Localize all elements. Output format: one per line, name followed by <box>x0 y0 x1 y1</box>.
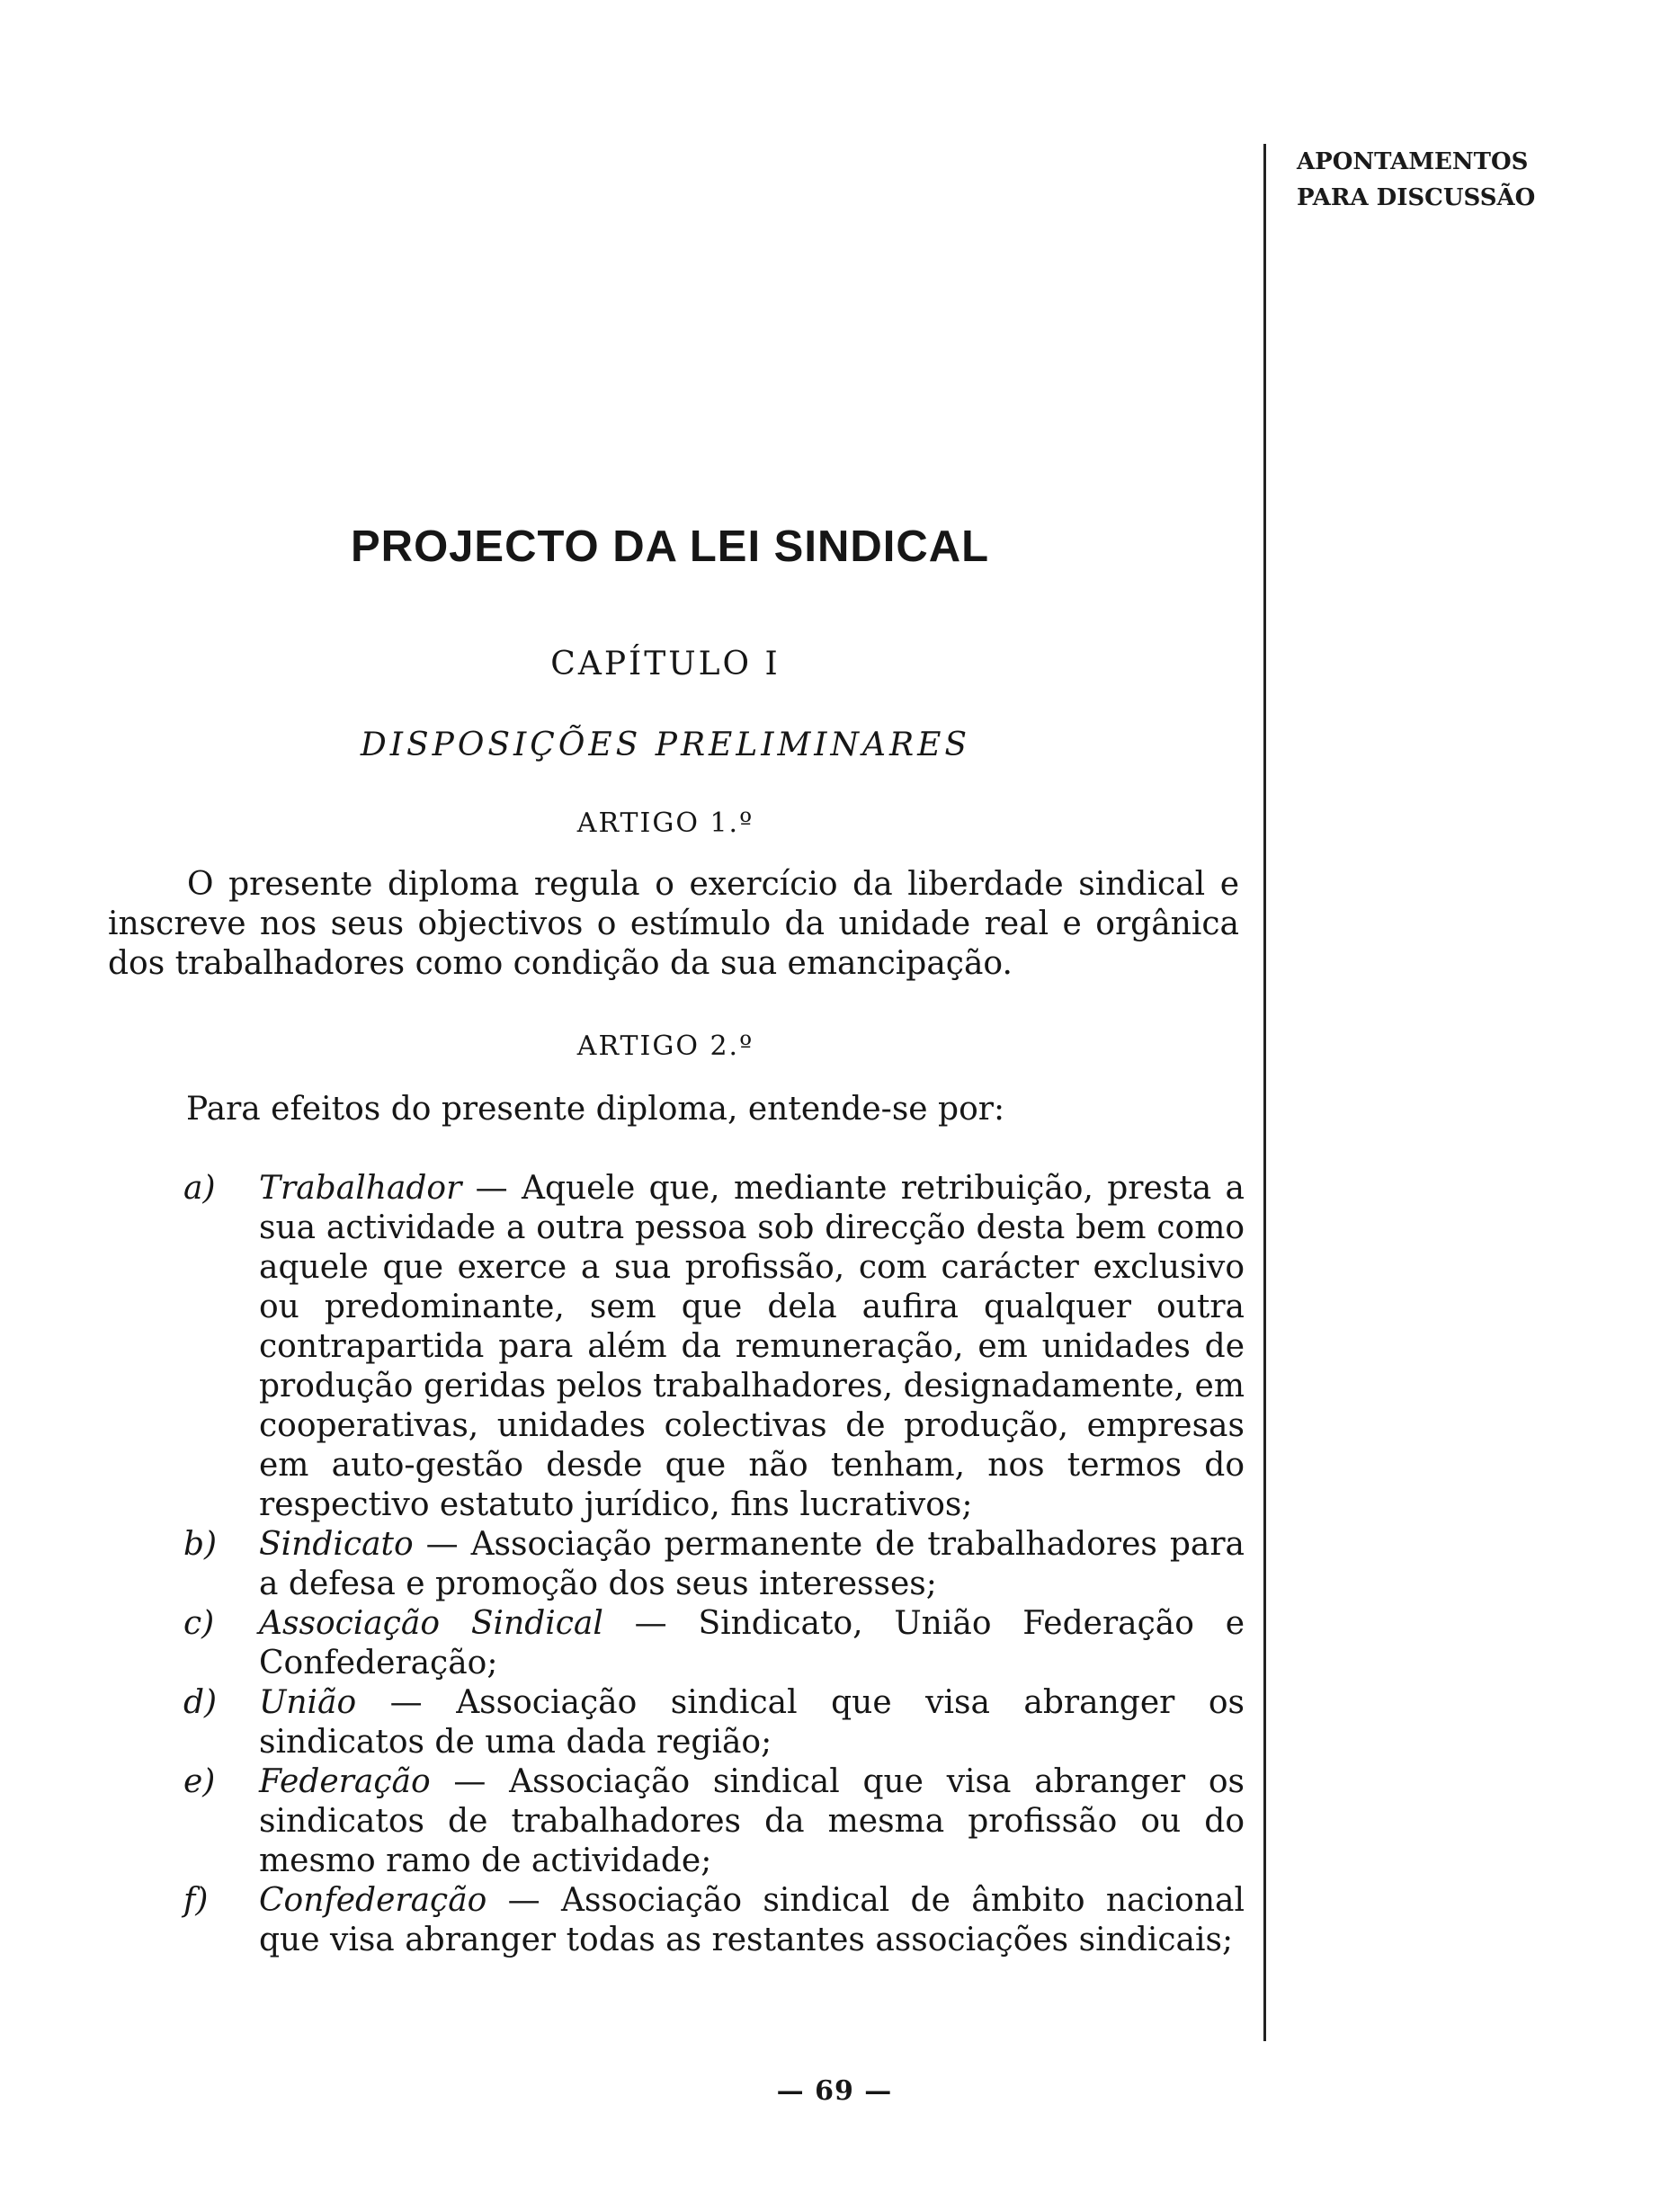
side-note <box>1297 144 1535 216</box>
definition-item-a <box>183 1169 1245 1525</box>
definition-text: Associação sindical de âmbito nacional que visa abranger todas as restantes associações sindicais; <box>259 1882 1245 1958</box>
chapter-heading: CAPÍTULO I <box>550 646 781 682</box>
side-note-line-1: APONTAMENTOS <box>1297 148 1529 175</box>
definition-body: Federação — Associação sindical que visa abranger os sindicatos de trabalhadores da mesma profissão ou do mesmo ramo de actividade; <box>259 1763 1245 1879</box>
side-note-line-2: PARA DISCUSSÃO <box>1297 184 1536 211</box>
definition-term: União <box>259 1684 357 1721</box>
definition-letter: f) <box>183 1882 209 1919</box>
definition-item-e <box>183 1762 1245 1881</box>
definition-item-f <box>183 1881 1245 1960</box>
definition-term: Sindicato <box>259 1526 414 1563</box>
definition-letter: d) <box>183 1684 218 1721</box>
definition-letter: b) <box>183 1526 218 1563</box>
article-2-intro: Para efeitos do presente diploma, entende-se por: <box>186 1091 1005 1128</box>
definition-term: Confederação <box>259 1882 487 1919</box>
definition-text: Associação sindical que visa abranger os sindicatos de uma dada região; <box>259 1684 1245 1761</box>
definition-body: Confederação — Associação sindical de âmbito nacional que visa abranger todas as restantes associações sindicais; <box>259 1882 1245 1958</box>
article-1-heading: ARTIGO 1.º <box>576 807 754 839</box>
definition-term: Federação <box>259 1763 431 1800</box>
definition-text: Sindicato, União Federação e Confederação; <box>259 1605 1245 1681</box>
margin-rule <box>1263 144 1266 2041</box>
article-2-heading: ARTIGO 2.º <box>576 1030 754 1062</box>
definitions-list <box>183 1169 1245 1960</box>
definition-text: Associação sindical que visa abranger os sindicatos de trabalhadores da mesma profissão ou do mesmo ramo de actividade; <box>259 1763 1245 1879</box>
definition-item-c <box>183 1604 1245 1683</box>
definition-letter: e) <box>183 1763 216 1800</box>
definition-letter: c) <box>183 1605 215 1642</box>
section-title: DISPOSIÇÕES PRELIMINARES <box>360 727 971 763</box>
definition-text: Aquele que, mediante retribuição, presta a sua actividade a outra pessoa sob direcção desta bem como aquele que exerce a sua profissão, com carácter exclusivo ou predominante, sem que dela aufira qualquer outra contrapartida para além da remuneração, em unidades de produção geridas pelos trabalhadores, designadamente, em cooperativas, unidades colectivas de produção, empresas em auto-gestão desde que não tenham, nos termos do respectivo estatuto jurídico, fins lucrativos; <box>259 1170 1245 1523</box>
definition-term: Associação Sindical <box>259 1605 603 1642</box>
definition-text: Associação permanente de trabalhadores para a defesa e promoção dos seus interesses; <box>259 1526 1245 1602</box>
document-title: PROJECTO DA LEI SINDICAL <box>351 522 990 571</box>
definition-body: Associação Sindical — Sindicato, União Federação e Confederação; <box>259 1605 1245 1681</box>
definition-term: Trabalhador <box>259 1170 462 1207</box>
definition-letter: a) <box>183 1170 216 1207</box>
page-number: — 69 — <box>776 2075 893 2107</box>
definition-body: União — Associação sindical que visa abranger os sindicatos de uma dada região; <box>259 1684 1245 1761</box>
definition-body: Sindicato — Associação permanente de trabalhadores para a defesa e promoção dos seus interesses; <box>259 1526 1245 1602</box>
definition-body: Trabalhador — Aquele que, mediante retribuição, presta a sua actividade a outra pessoa sob direcção desta bem como aquele que exerce a sua profissão, com carácter exclusivo ou predominante, sem que dela aufira qualquer outra contrapartida para além da remuneração, em unidades de produção geridas pelos trabalhadores, designadamente, em cooperativas, unidades colectivas de produção, empresas em auto-gestão desde que não tenham, nos termos do respectivo estatuto jurídico, fins lucrativos; <box>259 1170 1245 1523</box>
definition-item-b <box>183 1525 1245 1604</box>
definition-item-d <box>183 1683 1245 1762</box>
article-1-text: O presente diploma regula o exercício da liberdade sindical e inscreve nos seus objectivos o estímulo da unidade real e orgânica dos trabalhadores como condição da sua emancipação. <box>108 866 1239 982</box>
